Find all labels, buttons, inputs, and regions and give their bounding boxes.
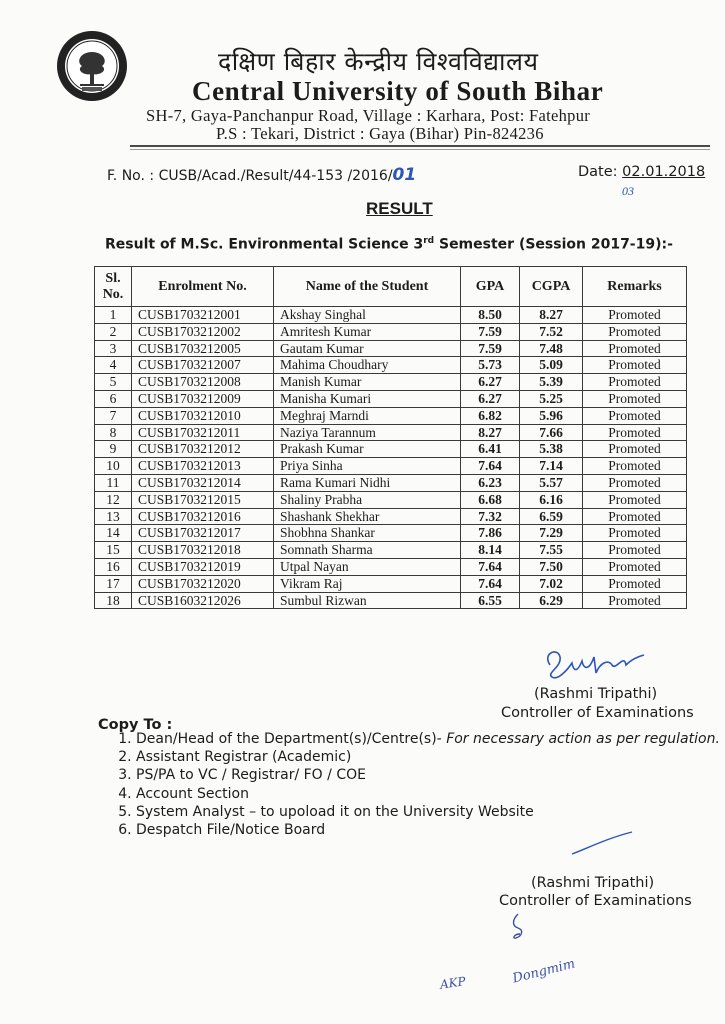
cgpa-cell: 5.96	[520, 407, 583, 424]
file-number-text: F. No. : CUSB/Acad./Result/44-153 /2016/	[107, 168, 393, 184]
gpa-cell: 6.55	[461, 592, 520, 609]
remarks-cell: Promoted	[583, 558, 687, 575]
col-header-gpa: GPA	[461, 267, 520, 307]
remarks-cell: Promoted	[583, 374, 687, 391]
list-item: 1. Dean/Head of the Department(s)/Centre(s)- For necessary action as per regulation.	[136, 730, 720, 748]
signatory-name-2: (Rashmi Tripathi)	[531, 875, 655, 891]
enrolment-cell: CUSB1703212010	[132, 407, 274, 424]
student-name-cell: Meghraj Marndi	[274, 407, 461, 424]
cgpa-cell: 7.48	[520, 340, 583, 357]
list-item: 5. System Analyst – to upoload it on the University Website	[136, 803, 720, 821]
remarks-cell: Promoted	[583, 307, 687, 324]
enrolment-cell: CUSB1703212014	[132, 474, 274, 491]
gpa-cell: 6.23	[461, 474, 520, 491]
cgpa-cell: 5.38	[520, 441, 583, 458]
cgpa-cell: 5.09	[520, 357, 583, 374]
remarks-cell: Promoted	[583, 542, 687, 559]
cgpa-cell: 7.29	[520, 525, 583, 542]
gpa-cell: 6.27	[461, 390, 520, 407]
cgpa-cell: 5.57	[520, 474, 583, 491]
cgpa-cell: 8.27	[520, 307, 583, 324]
sl-no-cell: 17	[95, 575, 132, 592]
signatory-designation-2: Controller of Examinations	[499, 893, 692, 909]
table-header-row	[95, 267, 687, 307]
signature-image	[538, 643, 658, 683]
enrolment-cell: CUSB1703212016	[132, 508, 274, 525]
table-row	[95, 558, 687, 575]
university-logo	[56, 30, 128, 102]
remarks-cell: Promoted	[583, 592, 687, 609]
sl-no-cell: 9	[95, 441, 132, 458]
student-name-cell: Vikram Raj	[274, 575, 461, 592]
list-item: 6. Despatch File/Notice Board	[136, 821, 720, 839]
sl-no-cell: 3	[95, 340, 132, 357]
student-name-cell: Manisha Kumari	[274, 390, 461, 407]
date-value: 02.01.2018	[622, 164, 706, 180]
university-name: Central University of South Bihar	[192, 76, 604, 106]
sl-no-cell: 15	[95, 542, 132, 559]
sl-no-cell: 6	[95, 390, 132, 407]
remarks-cell: Promoted	[583, 340, 687, 357]
cgpa-cell: 7.55	[520, 542, 583, 559]
student-name-cell: Naziya Tarannum	[274, 424, 461, 441]
remarks-cell: Promoted	[583, 441, 687, 458]
result-description-session: Semester (Session 2017-19):-	[434, 236, 673, 253]
table-row	[95, 458, 687, 475]
table-row	[95, 340, 687, 357]
student-name-cell: Priya Sinha	[274, 458, 461, 475]
gpa-cell: 8.27	[461, 424, 520, 441]
table-row	[95, 357, 687, 374]
sl-no-cell: 5	[95, 374, 132, 391]
remarks-cell: Promoted	[583, 424, 687, 441]
enrolment-cell: CUSB1703212007	[132, 357, 274, 374]
cgpa-cell: 7.66	[520, 424, 583, 441]
signatory-name: (Rashmi Tripathi)	[534, 686, 658, 702]
enrolment-cell: CUSB1703212019	[132, 558, 274, 575]
col-header-sl: Sl. No.	[95, 267, 132, 307]
signatory-designation: Controller of Examinations	[501, 705, 694, 721]
ordinal-suffix: rd	[423, 236, 435, 246]
table-row	[95, 474, 687, 491]
result-description	[105, 236, 673, 253]
table-row	[95, 542, 687, 559]
student-name-cell: Sumbul Rizwan	[274, 592, 461, 609]
sl-no-cell: 8	[95, 424, 132, 441]
remarks-cell: Promoted	[583, 323, 687, 340]
enrolment-cell: CUSB1703212005	[132, 340, 274, 357]
date-label: Date:	[578, 164, 623, 180]
copy-to-list	[96, 730, 720, 839]
file-number-handwritten: 01	[392, 165, 417, 185]
sl-no-cell: 13	[95, 508, 132, 525]
student-name-cell: Prakash Kumar	[274, 441, 461, 458]
remarks-cell: Promoted	[583, 390, 687, 407]
address-line-2: P.S : Tekari, District : Gaya (Bihar) Pin-824236	[216, 124, 544, 143]
sl-no-cell: 12	[95, 491, 132, 508]
list-item: 2. Assistant Registrar (Academic)	[136, 748, 720, 766]
remarks-cell: Promoted	[583, 575, 687, 592]
gpa-cell: 7.59	[461, 323, 520, 340]
sl-no-cell: 1	[95, 307, 132, 324]
gpa-cell: 7.64	[461, 458, 520, 475]
sl-no-cell: 11	[95, 474, 132, 491]
enrolment-cell: CUSB1703212012	[132, 441, 274, 458]
student-name-cell: Gautam Kumar	[274, 340, 461, 357]
enrolment-cell: CUSB1703212017	[132, 525, 274, 542]
enrolment-cell: CUSB1703212001	[132, 307, 274, 324]
remarks-cell: Promoted	[583, 458, 687, 475]
address-line-1: SH-7, Gaya-Panchanpur Road, Village : Karhara, Post: Fatehpur	[146, 106, 591, 125]
enrolment-cell: CUSB1703212018	[132, 542, 274, 559]
remarks-cell: Promoted	[583, 407, 687, 424]
table-row	[95, 307, 687, 324]
gpa-cell: 6.41	[461, 441, 520, 458]
remarks-cell: Promoted	[583, 525, 687, 542]
cgpa-cell: 6.16	[520, 491, 583, 508]
gpa-cell: 6.68	[461, 491, 520, 508]
gpa-cell: 6.82	[461, 407, 520, 424]
student-name-cell: Manish Kumar	[274, 374, 461, 391]
header-divider-thin	[130, 149, 710, 150]
sl-no-cell: 16	[95, 558, 132, 575]
signature-stroke	[568, 828, 638, 858]
sl-no-cell: 4	[95, 357, 132, 374]
cgpa-cell: 7.52	[520, 323, 583, 340]
gpa-cell: 8.50	[461, 307, 520, 324]
table-row	[95, 374, 687, 391]
sl-no-cell: 14	[95, 525, 132, 542]
table-row	[95, 424, 687, 441]
remarks-cell: Promoted	[583, 474, 687, 491]
student-name-cell: Rama Kumari Nidhi	[274, 474, 461, 491]
student-name-cell: Shaliny Prabha	[274, 491, 461, 508]
initial-mark	[508, 912, 528, 942]
gpa-cell: 8.14	[461, 542, 520, 559]
gpa-cell: 7.64	[461, 575, 520, 592]
date-handwritten-note: 03	[622, 184, 634, 198]
result-table	[94, 266, 687, 609]
page-title: RESULT	[366, 199, 433, 218]
student-name-cell: Shobhna Shankar	[274, 525, 461, 542]
table-row	[95, 323, 687, 340]
table-row	[95, 575, 687, 592]
cgpa-cell: 7.50	[520, 558, 583, 575]
sl-no-cell: 7	[95, 407, 132, 424]
date	[578, 164, 705, 180]
table-row	[95, 491, 687, 508]
student-name-cell: Akshay Singhal	[274, 307, 461, 324]
remarks-cell: Promoted	[583, 491, 687, 508]
sl-no-cell: 10	[95, 458, 132, 475]
table-row	[95, 407, 687, 424]
cgpa-cell: 6.29	[520, 592, 583, 609]
sl-no-cell: 2	[95, 323, 132, 340]
header-divider	[130, 145, 710, 147]
student-name-cell: Amritesh Kumar	[274, 323, 461, 340]
cgpa-cell: 5.25	[520, 390, 583, 407]
student-name-cell: Somnath Sharma	[274, 542, 461, 559]
table-row	[95, 441, 687, 458]
cgpa-cell: 5.39	[520, 374, 583, 391]
enrolment-cell: CUSB1603212026	[132, 592, 274, 609]
enrolment-cell: CUSB1703212013	[132, 458, 274, 475]
table-row	[95, 390, 687, 407]
gpa-cell: 7.32	[461, 508, 520, 525]
enrolment-cell: CUSB1703212002	[132, 323, 274, 340]
student-name-cell: Shashank Shekhar	[274, 508, 461, 525]
cgpa-cell: 7.02	[520, 575, 583, 592]
sl-no-cell: 18	[95, 592, 132, 609]
enrolment-cell: CUSB1703212015	[132, 491, 274, 508]
table-row	[95, 592, 687, 609]
enrolment-cell: CUSB1703212011	[132, 424, 274, 441]
student-name-cell: Utpal Nayan	[274, 558, 461, 575]
university-name-hindi: दक्षिण बिहार केन्द्रीय विश्वविद्यालय	[218, 47, 539, 76]
enrolment-cell: CUSB1703212008	[132, 374, 274, 391]
copy-to-label: Copy To :	[98, 717, 173, 733]
cgpa-cell: 6.59	[520, 508, 583, 525]
gpa-cell: 5.73	[461, 357, 520, 374]
table-row	[95, 508, 687, 525]
list-item: 3. PS/PA to VC / Registrar/ FO / COE	[136, 766, 720, 784]
list-item: 4. Account Section	[136, 785, 720, 803]
gpa-cell: 7.86	[461, 525, 520, 542]
table-row	[95, 525, 687, 542]
enrolment-cell: CUSB1703212020	[132, 575, 274, 592]
enrolment-cell: CUSB1703212009	[132, 390, 274, 407]
cgpa-cell: 7.14	[520, 458, 583, 475]
col-header-remarks: Remarks	[583, 267, 687, 307]
gpa-cell: 6.27	[461, 374, 520, 391]
col-header-name: Name of the Student	[274, 267, 461, 307]
handwritten-initials: AKP	[439, 974, 467, 992]
remarks-cell: Promoted	[583, 508, 687, 525]
file-number	[107, 165, 416, 185]
handwritten-scribble: Dongmim	[511, 956, 577, 987]
col-header-cgpa: CGPA	[520, 267, 583, 307]
gpa-cell: 7.64	[461, 558, 520, 575]
result-description-text: Result of M.Sc. Environmental Science 3	[105, 236, 424, 253]
gpa-cell: 7.59	[461, 340, 520, 357]
remarks-cell: Promoted	[583, 357, 687, 374]
col-header-enrolment: Enrolment No.	[132, 267, 274, 307]
student-name-cell: Mahima Choudhary	[274, 357, 461, 374]
